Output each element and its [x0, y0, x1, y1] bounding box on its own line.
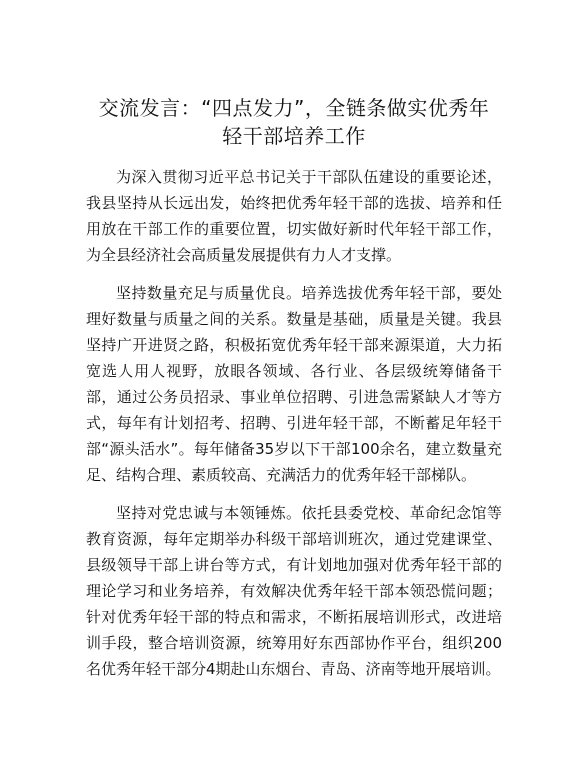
title-line-2: 轻干部培养工作	[222, 124, 366, 148]
paragraph-intro: 为深入贯彻习近平总书记关于干部队伍建设的重要论述，我县坚持从长远出发，始终把优秀年轻干部的选拔、培养和任用放在干部工作的重要位置，切实做好新时代年轻干部工作，为全县经济社会高质量发展提供有力人才支撑。	[86, 168, 502, 264]
document-title	[86, 94, 502, 150]
title-line-1: 交流发言：“四点发力”，全链条做实优秀年	[98, 96, 490, 120]
paragraph-loyalty-training: 坚持对党忠诚与本领锤炼。依托县委党校、革命纪念馆等教育资源，每年定期举办科级干部培训班次，通过党建课堂、县级领导干部上讲台等方式，有计划地加强对优秀年轻干部的理论学习和业务培养，有效解决优秀年轻干部本领恐慌问题；针对优秀年轻干部的特点和需求，不断拓展培训形式，改进培训手段，整合培训资源，统筹用好东西部协作平台，组织200名优秀年轻干部分4期赴山东烟台、青岛、济南等地开展培训。	[86, 504, 502, 678]
document-body	[86, 164, 502, 682]
paragraph-quantity-quality: 坚持数量充足与质量优良。培养选拔优秀年轻干部，要处理好数量与质量之间的关系。数量是基础，质量是关键。我县坚持广开进贤之路，积极拓宽优秀年轻干部来源渠道，大力拓宽选人用人视野，放眼各领域、各行业、各层级统筹储备干部，通过公务员招录、事业单位招聘、引进急需紧缺人才等方式，每年有计划招考、招聘、引进年轻干部，不断蓄足年轻干部“源头活水”。每年储备35岁以下干部100余名，建立数量充足、结构合理、素质较高、充满活力的优秀年轻干部梯队。	[86, 284, 502, 484]
